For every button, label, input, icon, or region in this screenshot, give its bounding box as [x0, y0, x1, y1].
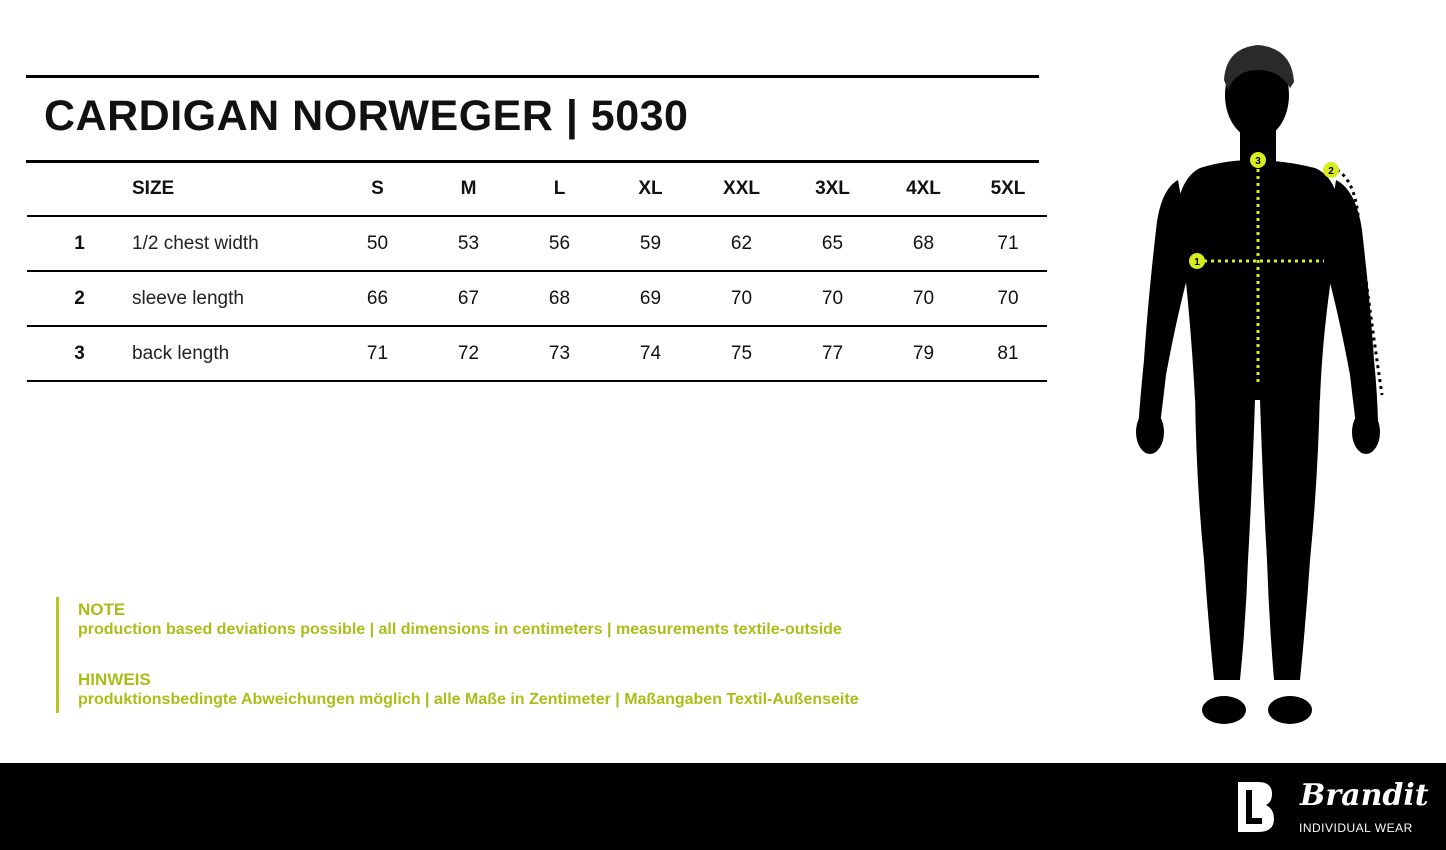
table-cell: 50 — [332, 216, 423, 271]
svg-text:2: 2 — [1328, 166, 1334, 177]
table-row — [27, 216, 1047, 271]
table-cell: 70 — [969, 271, 1047, 326]
table-cell: 66 — [332, 271, 423, 326]
row-number: 2 — [27, 271, 132, 326]
page-title: CARDIGAN NORWEGER | 5030 — [44, 92, 689, 140]
header-size: 5XL — [969, 162, 1047, 216]
notes-block — [78, 600, 859, 710]
measurement-marker-1 — [1189, 253, 1205, 269]
header-size: 4XL — [878, 162, 969, 216]
footer-bar — [0, 763, 1446, 850]
row-number: 3 — [27, 326, 132, 381]
table-cell: 68 — [514, 271, 605, 326]
header-empty-cell — [27, 162, 132, 216]
header-size: M — [423, 162, 514, 216]
measurement-marker-2 — [1323, 162, 1339, 178]
table-cell: 73 — [514, 326, 605, 381]
brand-wordmark: Brandit — [1300, 778, 1429, 813]
top-rule — [26, 75, 1039, 78]
svg-text:1: 1 — [1194, 257, 1200, 268]
table-row — [27, 271, 1047, 326]
table-cell: 70 — [696, 271, 787, 326]
body-measurement-figure — [1100, 40, 1420, 730]
header-size: L — [514, 162, 605, 216]
measurement-marker-3 — [1250, 152, 1266, 168]
table-cell: 81 — [969, 326, 1047, 381]
table-cell: 75 — [696, 326, 787, 381]
table-row — [27, 326, 1047, 381]
row-label: 1/2 chest width — [132, 216, 332, 271]
table-cell: 68 — [878, 216, 969, 271]
table-cell: 77 — [787, 326, 878, 381]
row-label: back length — [132, 326, 332, 381]
table-cell: 59 — [605, 216, 696, 271]
header-size: S — [332, 162, 423, 216]
table-cell: 79 — [878, 326, 969, 381]
header-size: XXL — [696, 162, 787, 216]
row-label: sleeve length — [132, 271, 332, 326]
table-cell: 71 — [969, 216, 1047, 271]
table-header-row — [27, 162, 1047, 216]
table-cell: 74 — [605, 326, 696, 381]
brand-tagline: INDIVIDUAL WEAR — [1299, 821, 1413, 835]
note-text-en: production based deviations possible | all dimensions in centimeters | measurements textile-outside — [78, 621, 842, 638]
header-size: XL — [605, 162, 696, 216]
table-cell: 72 — [423, 326, 514, 381]
table-cell: 65 — [787, 216, 878, 271]
header-size-label: SIZE — [132, 162, 332, 216]
brand-logo-icon — [1236, 780, 1276, 834]
table-cell: 70 — [787, 271, 878, 326]
note-heading-en: NOTE — [78, 600, 126, 619]
table-cell: 71 — [332, 326, 423, 381]
note-accent-bar — [56, 597, 59, 713]
table-cell: 62 — [696, 216, 787, 271]
svg-text:3: 3 — [1255, 156, 1261, 167]
table-cell: 70 — [878, 271, 969, 326]
note-text-de: produktionsbedingte Abweichungen möglich | alle Maße in Zentimeter | Maßangaben Textil-Außenseite — [78, 691, 859, 708]
table-cell: 67 — [423, 271, 514, 326]
table-cell: 69 — [605, 271, 696, 326]
row-number: 1 — [27, 216, 132, 271]
table-cell: 56 — [514, 216, 605, 271]
note-heading-de: HINWEIS — [78, 670, 151, 689]
header-size: 3XL — [787, 162, 878, 216]
size-table — [27, 162, 1047, 382]
table-cell: 53 — [423, 216, 514, 271]
